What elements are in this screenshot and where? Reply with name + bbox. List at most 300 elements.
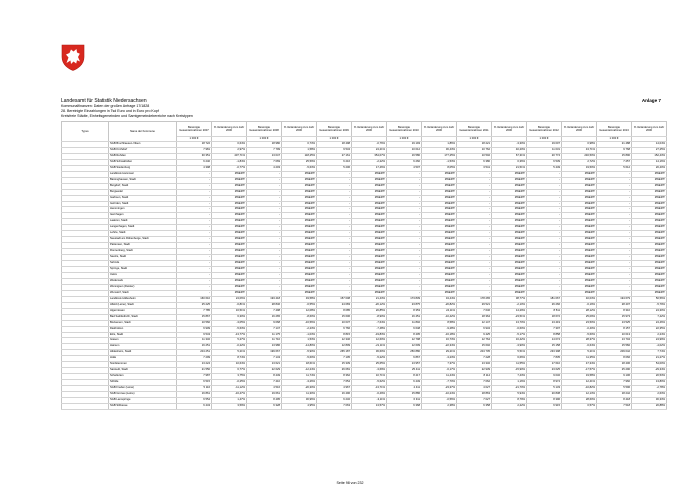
value-cell: 19 661 [247,392,282,398]
value-cell: -10,42% [422,314,457,320]
value-cell: 7 960 [597,380,632,386]
column-header: Bereinigte Gesamteinnahmen 2012 [527,122,562,137]
value-cell: 204 251 [177,350,212,356]
value-cell: 2,22% [492,403,527,409]
value-cell: - [247,237,282,243]
value-cell: #WERT! [282,284,317,290]
value-cell: -4,02% [632,344,667,350]
appendix-label: Anlage 7 [641,98,661,103]
value-cell: -5,63% [282,165,317,171]
value-cell: - [597,177,632,183]
value-cell: #WERT! [492,272,527,278]
value-cell: 9 768 [597,147,632,153]
value-cell: #WERT! [282,267,317,273]
value-cell: - [597,201,632,207]
municipality-name-cell: Uetze [109,272,177,278]
value-cell: 18 863 [457,392,492,398]
value-cell: #WERT! [352,225,387,231]
unit-cell: 1 000 € [597,137,632,142]
value-cell: -10,24% [422,392,457,398]
subtitle-2: 28. Bereinigte Einzahlungen in Tsd Euro und in Euro pro Kopf [61,108,159,113]
value-cell: 4 516 [247,386,282,392]
value-cell: #WERT! [422,177,457,183]
value-cell: #WERT! [562,219,597,225]
value-cell: 13,70% [492,320,527,326]
value-cell: - [247,201,282,207]
value-cell: 13 957 [387,362,422,368]
value-cell: - [597,213,632,219]
value-cell: #WERT! [492,171,527,177]
municipality-name-cell: Pattensen, Stadt [109,243,177,249]
value-cell: #WERT! [562,284,597,290]
value-cell: - [597,183,632,189]
value-cell: #WERT! [422,213,457,219]
value-cell: #WERT! [212,195,247,201]
value-cell: -0,76% [352,142,387,148]
value-cell: 6 216 [317,159,352,165]
municipality-name-cell: Söhlde [109,380,177,386]
municipality-name-cell: Neustadt am Rübenberge, Stadt [109,237,177,243]
value-cell: #WERT! [282,249,317,255]
value-cell: 11,30% [282,392,317,398]
value-cell: -21,11% [352,344,387,350]
value-cell: 5,94% [492,392,527,398]
municipality-name-cell: SGB Lamspringe [109,397,177,403]
value-cell: 13 419 [527,320,562,326]
value-cell: #WERT! [492,207,527,213]
value-cell: 7 987 [177,374,212,380]
value-cell: #WERT! [492,195,527,201]
value-cell: 28,60% [562,397,597,403]
value-cell: 16 451 [387,314,422,320]
value-cell: #WERT! [422,183,457,189]
value-cell: 12,60% [352,338,387,344]
municipality-name-cell: Sehnde [109,261,177,267]
value-cell: #WERT! [212,177,247,183]
value-cell: 7 654 [317,380,352,386]
value-cell: 7 027 [457,397,492,403]
value-cell: #WERT! [212,219,247,225]
value-cell: 3 541 [457,165,492,171]
value-cell: 24,30% [632,308,667,314]
value-cell: 1,16% [492,380,527,386]
value-cell: 11 332 [177,338,212,344]
value-cell: - [527,207,562,213]
value-cell: 24,06% [212,296,247,302]
value-cell: - [317,225,352,231]
column-header: Bereinigte Gesamteinnahmen 2013 [597,122,632,137]
value-cell: -6,64% [562,344,597,350]
value-cell: #WERT! [352,255,387,261]
value-cell: -5,17% [492,332,527,338]
value-cell: -6,17% [422,368,457,374]
value-cell: - [247,195,282,201]
value-cell: - [317,284,352,290]
value-cell: 7 835 [527,356,562,362]
value-cell: 5 206 [317,165,352,171]
value-cell: 3,59% [212,403,247,409]
value-cell: #WERT! [492,183,527,189]
table-header-row [62,122,667,137]
coat-of-arms-logo [61,44,85,71]
value-cell: - [247,290,282,296]
org-name: Landesamt für Statistik Niedersachsen [61,98,147,104]
value-cell: - [527,243,562,249]
value-cell: 8,05% [422,165,457,171]
value-cell: 14,04% [632,142,667,148]
value-cell: -16,18% [422,332,457,338]
value-cell: - [597,189,632,195]
value-cell: 2,63% [632,392,667,398]
value-cell: 25 290 [597,368,632,374]
value-cell: - [597,284,632,290]
value-cell: #WERT! [422,261,457,267]
value-cell: 27,25% [632,147,667,153]
value-cell: #WERT! [212,255,247,261]
value-cell: 10,64% [212,362,247,368]
value-cell: -2,22% [352,159,387,165]
value-cell: - [317,183,352,189]
value-cell: 23,50% [562,320,597,326]
municipality-name-cell: Springe, Stadt [109,267,177,273]
value-cell: 6 358 [457,403,492,409]
value-cell: -21,70% [492,386,527,392]
municipality-name-cell: Schellerten [109,374,177,380]
value-cell: 7 069 [247,159,282,165]
value-cell: #WERT! [352,219,387,225]
value-cell: #WERT! [492,267,527,273]
value-cell: 16,73% [422,338,457,344]
value-cell: -1,03% [282,332,317,338]
municipality-name-cell: Landkreis Hannover [109,171,177,177]
value-cell: 40,20% [492,147,527,153]
municipality-name-cell: Hildesheim, Stadt [109,350,177,356]
value-cell: #WERT! [632,278,667,284]
value-cell: - [177,267,212,273]
value-cell: 20,88% [632,403,667,409]
value-cell: 13 224 [177,362,212,368]
value-cell: - [247,225,282,231]
value-cell: 13 332 [457,362,492,368]
value-cell: #WERT! [632,261,667,267]
value-cell: - [597,278,632,284]
value-cell: 11 175 [247,332,282,338]
value-cell: 19,50% [562,165,597,171]
value-cell: #WERT! [562,177,597,183]
value-cell: 10,71% [352,374,387,380]
value-cell: 12,13% [562,392,597,398]
value-cell: - [597,207,632,213]
municipality-name-cell: Bad Salzdetfurth, Stadt [109,314,177,320]
value-cell: #WERT! [282,219,317,225]
value-cell: 15 886 [387,392,422,398]
value-cell: 28,12% [562,308,597,314]
value-cell: - [387,201,422,207]
value-cell: #WERT! [492,201,527,207]
value-cell: - [527,284,562,290]
value-cell: 15 602 [457,344,492,350]
value-cell: 14,16% [632,159,667,165]
municipality-name-cell: Wunstorf, Stadt [109,290,177,296]
value-cell: 12 809 [317,344,352,350]
value-cell: 26 266 [527,302,562,308]
value-cell: 5 133 [527,386,562,392]
value-cell: #WERT! [422,255,457,261]
value-cell: -23,51% [492,314,527,320]
value-cell: 1,47% [212,397,247,403]
value-cell: 5,21% [212,350,247,356]
value-cell: 10 037 [317,320,352,326]
value-cell: #WERT! [282,171,317,177]
value-cell: #WERT! [212,267,247,273]
value-cell: 26 081 [317,368,352,374]
value-cell: - [317,261,352,267]
value-cell: 30,96% [282,397,317,403]
value-cell: #WERT! [632,219,667,225]
value-cell: 250 880 [387,350,422,356]
value-cell: 354,07% [352,153,387,159]
value-cell: - [597,267,632,273]
value-cell: - [387,183,422,189]
value-cell: #WERT! [212,272,247,278]
municipality-name-cell: SGB Sibbesse [109,403,177,409]
value-cell: 28,37% [562,338,597,344]
value-cell: #WERT! [562,272,597,278]
value-cell: 13,80% [632,380,667,386]
value-cell: 11 031 [527,147,562,153]
value-cell: -0,40% [562,326,597,332]
value-cell: - [177,171,212,177]
table-body [62,142,667,410]
value-cell: #WERT! [422,278,457,284]
value-cell: - [527,261,562,267]
value-cell: 6,30% [212,314,247,320]
value-cell: 16 251 [177,344,212,350]
value-cell: #WERT! [282,237,317,243]
value-cell: 11 710 [247,338,282,344]
value-cell: - [457,284,492,290]
value-cell: 18 364 [457,314,492,320]
value-cell: 246,50% [562,153,597,159]
value-cell: 24,46% [632,320,667,326]
value-cell: -5,63% [212,326,247,332]
value-cell: 7,43% [492,374,527,380]
value-cell: 20,40% [632,165,667,171]
value-cell: 11,74% [282,374,317,380]
value-cell: 12 147 [457,320,492,326]
value-cell: #WERT! [352,272,387,278]
value-cell: - [387,177,422,183]
value-cell: #WERT! [352,177,387,183]
value-cell: 6 240 [177,159,212,165]
value-cell: 25,65% [352,362,387,368]
value-cell: 8 405 [387,332,422,338]
value-cell: #WERT! [632,249,667,255]
value-cell: 18 498 [317,142,352,148]
value-cell: - [177,261,212,267]
value-cell: 8 066 [597,356,632,362]
value-cell: 30,43% [422,147,457,153]
value-cell: #WERT! [212,213,247,219]
value-cell: - [387,207,422,213]
value-cell: - [247,207,282,213]
value-cell: 0,73% [282,142,317,148]
value-cell: - [177,189,212,195]
value-cell: - [247,249,282,255]
value-cell: 4 967 [317,386,352,392]
subtitle-3: Kreisfreie Städte, Einheitsgemeinden und Samtgemeindebereiche nach Kreistypen [61,113,193,118]
value-cell: 22 939 [457,368,492,374]
value-cell: 6 554 [177,397,212,403]
value-cell: - [317,171,352,177]
value-cell: 6 443 [177,403,212,409]
value-cell: - [177,278,212,284]
value-cell: #WERT! [352,195,387,201]
value-cell: - [387,249,422,255]
municipality-name-cell: Landkreis Hildesheim [109,296,177,302]
value-cell: - [457,255,492,261]
value-cell: 199 667 [247,350,282,356]
value-cell: 7 410 [247,380,282,386]
value-cell: - [457,249,492,255]
value-cell: - [597,225,632,231]
value-cell: - [457,201,492,207]
value-cell: - [177,207,212,213]
unit-cell: 1 000 € [457,137,492,142]
value-cell: 6 449 [387,380,422,386]
value-cell: - [247,267,282,273]
value-cell: - [527,237,562,243]
municipality-name-cell: Bockenem, Stadt [109,320,177,326]
value-cell: #WERT! [562,213,597,219]
municipality-name-cell: Lehrte, Stadt [109,231,177,237]
value-cell: 21,43% [352,296,387,302]
value-cell: 7 147 [247,326,282,332]
value-cell: - [177,195,212,201]
value-cell: - [527,201,562,207]
municipality-name-cell: Barsinghausen, Stadt [109,177,177,183]
value-cell: 24,21% [352,147,387,153]
value-cell: 7 307 [527,326,562,332]
value-cell: - [597,237,632,243]
value-cell: 14 074 [527,338,562,344]
value-cell: #WERT! [632,171,667,177]
value-cell: 0,98% [562,142,597,148]
value-cell: 43,71% [562,147,597,153]
value-cell: #WERT! [632,231,667,237]
value-cell: -2,78% [632,386,667,392]
value-cell: 13 986 [247,344,282,350]
value-cell: #WERT! [422,267,457,273]
unit-cell: 1 000 € [177,137,212,142]
value-cell: -2,10% [492,302,527,308]
value-cell: 16 265 [247,314,282,320]
value-cell: 5 116 [177,386,212,392]
value-cell: #WERT! [352,278,387,284]
unit-cell: 1 000 € [387,137,422,142]
value-cell: 6 909 [177,326,212,332]
value-cell: - [247,183,282,189]
column-header: Bereinigte Gesamteinnahmen 2008 [247,122,282,137]
value-cell: #WERT! [492,189,527,195]
value-cell: 8 974 [527,380,562,386]
value-cell: - [527,225,562,231]
value-cell: 18,61% [282,362,317,368]
value-cell: 6 766 [317,326,352,332]
value-cell: 16 861 [177,392,212,398]
value-cell: -12,24% [282,368,317,374]
value-cell: 8 157 [597,326,632,332]
value-cell: 7 299 [177,356,212,362]
value-cell: 15 339 [317,362,352,368]
value-cell: 10 013 [597,332,632,338]
value-cell: 18 722 [177,142,212,148]
value-cell: 157 008 [317,296,352,302]
value-cell: -5,62% [352,380,387,386]
value-cell: - [177,249,212,255]
value-cell: -3,30% [492,142,527,148]
value-cell: #WERT! [422,237,457,243]
municipality-name-cell: Isernhagen [109,213,177,219]
value-cell: -3,23% [422,356,457,362]
unit-cell: 1 000 € [247,137,282,142]
municipality-name-cell: Giesen [109,338,177,344]
value-cell: #WERT! [352,261,387,267]
value-cell: #WERT! [562,249,597,255]
value-cell: #WERT! [212,201,247,207]
value-cell: 24 083 [317,302,352,308]
value-cell: 25 411 [387,368,422,374]
value-cell: -13,77% [212,332,247,338]
value-cell: #WERT! [492,219,527,225]
value-cell: #WERT! [282,255,317,261]
value-cell: #WERT! [352,189,387,195]
value-cell: 8,74% [212,356,247,362]
value-cell: - [387,255,422,261]
value-cell: 6 368 [387,403,422,409]
value-cell: 10 012 [387,147,422,153]
value-cell: - [597,272,632,278]
value-cell: - [457,195,492,201]
value-cell: 13,57% [352,403,387,409]
value-cell: - [177,225,212,231]
value-cell: -3,11% [352,397,387,403]
value-cell: - [387,284,422,290]
value-cell: 9 032 [527,374,562,380]
value-cell: 20,53% [632,374,667,380]
value-cell: - [457,213,492,219]
column-header: % Veränderung zum Jahr 2000 [352,122,387,137]
value-cell: 9 425 [457,332,492,338]
municipality-name-cell: Garbsen, Stadt [109,195,177,201]
value-cell: 29 521 [457,302,492,308]
value-cell: 19,58% [562,374,597,380]
value-cell: 8 310 [597,308,632,314]
column-header: % Veränderung zum Jahr 2000 [632,122,667,137]
value-cell: 18 672 [527,314,562,320]
value-cell: 5,51% [492,350,527,356]
value-cell: #WERT! [352,237,387,243]
value-cell: #WERT! [632,201,667,207]
value-cell: #WERT! [282,231,317,237]
value-cell: 181 067 [527,296,562,302]
value-cell: - [177,243,212,249]
value-cell: #WERT! [422,290,457,296]
value-cell: 8 362 [317,374,352,380]
column-header: Name der Kommune [109,122,177,142]
type-cell [62,403,109,409]
value-cell: -2,23% [282,326,317,332]
